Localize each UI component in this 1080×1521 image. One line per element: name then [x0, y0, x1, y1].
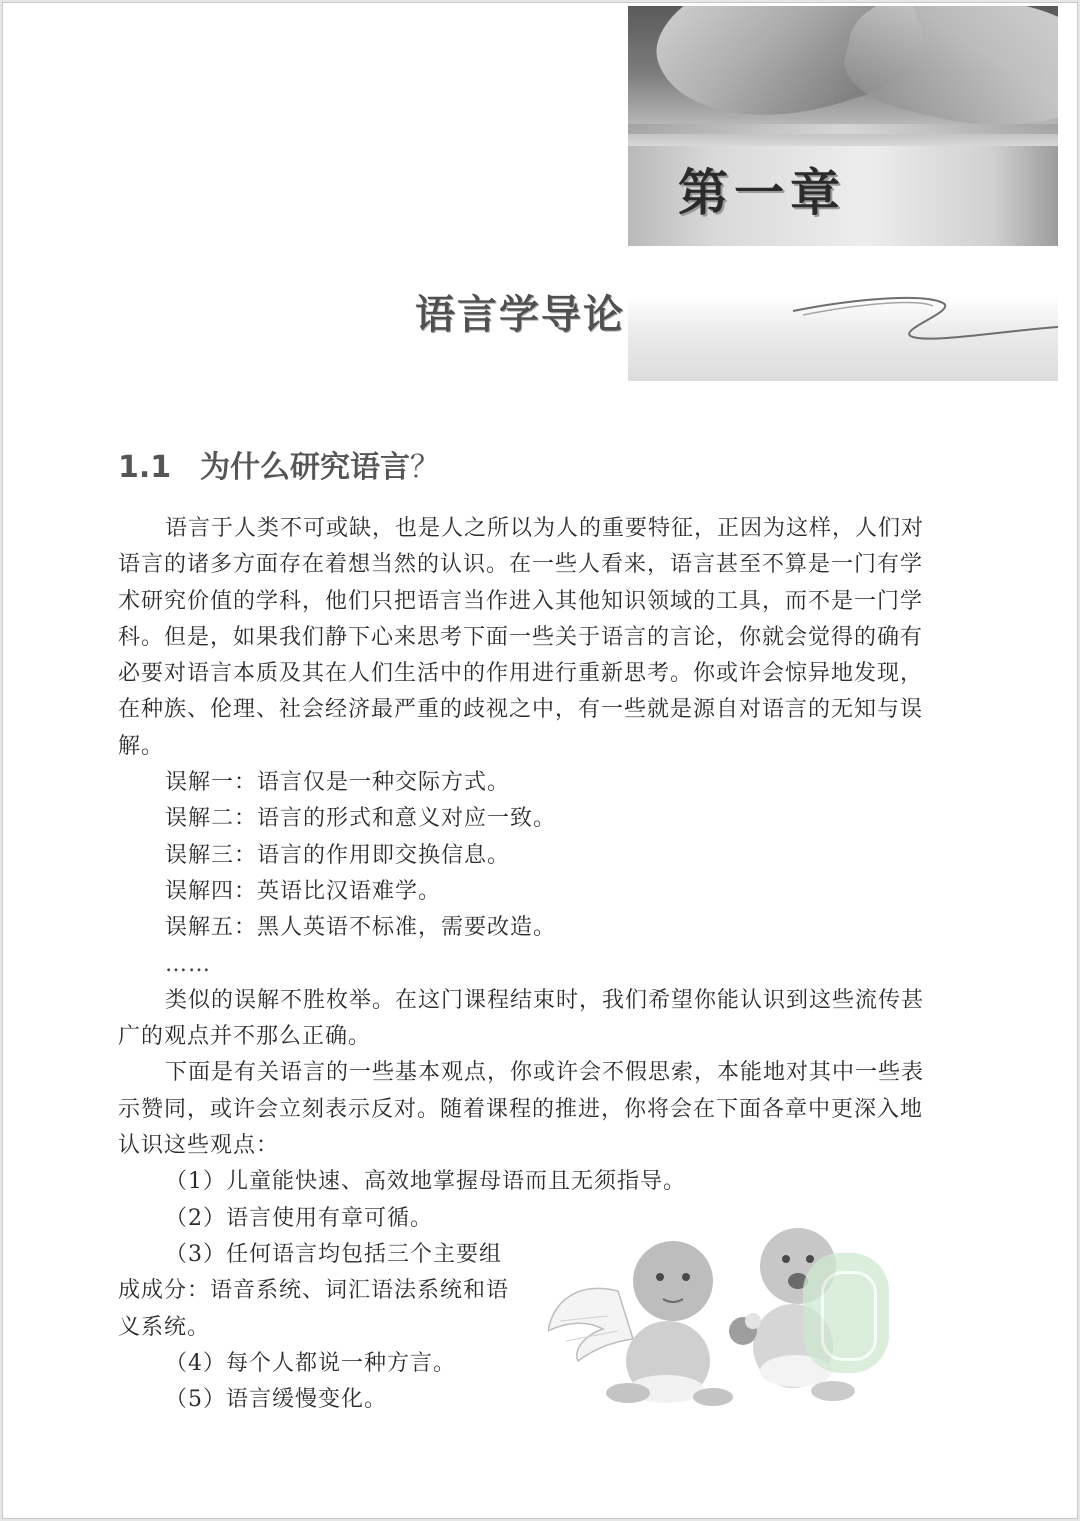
misconception-3: 误解三：语言的作用即交换信息。	[165, 842, 511, 868]
section-heading	[118, 445, 440, 491]
point-2: （2）语言使用有章可循。	[165, 1205, 433, 1231]
section-number: 1.1	[118, 450, 172, 485]
point-3: （3）任何语言均包括三个主要组成成分：语音系统、词汇语法系统和语义系统。	[118, 1241, 510, 1340]
book-edge	[628, 124, 1058, 134]
misconception-1: 误解一：语言仅是一种交际方式。	[165, 770, 511, 796]
misconception-2: 误解二：语言的形式和意义对应一致。	[165, 806, 557, 832]
section-question-mark: ？	[410, 450, 440, 485]
badge-inner-shape	[821, 1271, 877, 1361]
point-1: （1）儿童能快速、高效地掌握母语而且无须指导。	[165, 1169, 686, 1195]
ellipsis: ……	[165, 951, 211, 977]
section-title: 为什么研究语言	[200, 450, 410, 485]
chapter-title: 语言学导论	[415, 292, 625, 338]
textbook-page	[2, 2, 1078, 1519]
point-5: （5）语言缓慢变化。	[165, 1387, 387, 1413]
intro-paragraph: 语言于人类不可或缺，也是人之所以为人的重要特征，正因为这样，人们对语言的诸多方面存在着想当然的认识。在一些人看来，语言甚至不算是一门有学术研究价值的学科，他们只把语言当作进入其他知识领域的工具，而不是一门学科。但是，如果我们静下心来思考下面一些关于语言的言论，你就会觉得的确有必要对语言本质及其在人们生活中的作用进行重新思考。你或许会惊异地发现，在种族、伦理、社会经济最严重的歧视之中，有一些就是源自对语言的无知与误解。	[118, 516, 925, 759]
similar-paragraph: 类似的误解不胜枚举。在这门课程结束时，我们希望你能认识到这些流传甚广的观点并不那么正确。	[118, 987, 925, 1050]
chapter-label: 第一章	[678, 164, 846, 222]
misconception-5: 误解五：黑人英语不标准，需要改造。	[165, 915, 557, 941]
point-4: （4）每个人都说一种方言。	[165, 1350, 456, 1376]
decorative-swoosh	[783, 291, 1063, 351]
basics-intro-paragraph: 下面是有关语言的一些基本观点，你或许会不假思索，本能地对其中一些表示赞同，或许会立刻表示反对。随着课程的推进，你将会在下面各章中更深入地认识这些观点：	[118, 1060, 925, 1159]
misconception-4: 误解四：英语比汉语难学。	[165, 878, 442, 904]
decorative-badge	[803, 1253, 889, 1373]
